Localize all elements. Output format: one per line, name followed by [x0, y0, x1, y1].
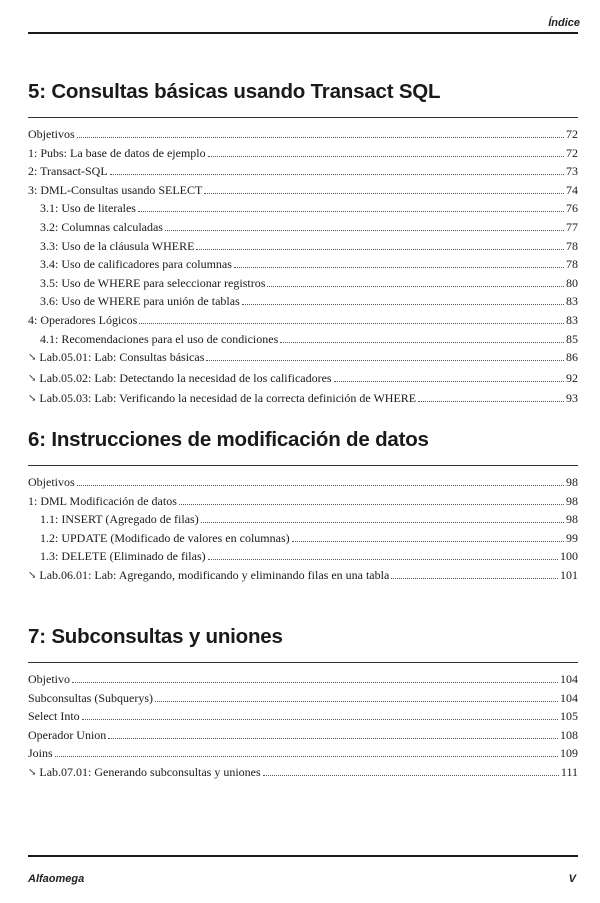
entry-page-number: 86: [566, 350, 578, 365]
toc-lab-entry: [28, 389, 578, 410]
entry-page-number: 80: [566, 275, 578, 290]
section-title: 5: Consultas básicas usando Transact SQL: [28, 80, 441, 103]
entry-page-number: 105: [560, 709, 578, 724]
entry-page-number: 109: [560, 746, 578, 761]
section-title: 6: Instrucciones de modificación de datos: [28, 428, 429, 451]
dot-leader: [418, 401, 564, 402]
toc-entry: [28, 237, 578, 256]
toc-lab-entry: [28, 348, 578, 369]
dot-leader: [242, 304, 564, 305]
entry-page-number: 83: [566, 294, 578, 309]
entry-page-number: 101: [560, 567, 578, 582]
entry-title: 1.2: UPDATE (Modificado de valores en columnas): [40, 530, 290, 545]
dot-leader: [179, 504, 564, 505]
dot-leader: [55, 756, 558, 757]
toc-entry: [28, 125, 578, 144]
section-title: 7: Subconsultas y uniones: [28, 625, 283, 648]
entry-page-number: 104: [560, 672, 578, 686]
toc-entry: [28, 330, 578, 349]
entry-page-number: 98: [566, 493, 578, 508]
entry-title: 1.3: DELETE (Eliminado de filas): [40, 549, 206, 564]
toc-section: [28, 428, 578, 587]
entry-title: 1.1: INSERT (Agregado de filas): [40, 512, 199, 527]
lab-arrow-icon: ↘: [28, 352, 37, 364]
entry-page-number: 99: [566, 530, 578, 545]
entry-page-number: 98: [566, 475, 578, 489]
entry-title: 3.4: Uso de calificadores para columnas: [40, 257, 232, 272]
entry-page-number: 77: [566, 219, 578, 234]
toc-section: [28, 80, 578, 410]
running-header: Índice: [548, 17, 580, 29]
entry-title: 3.1: Uso de literales: [40, 201, 136, 216]
toc-entry: [28, 492, 578, 511]
entry-title: Lab.06.01: Lab: Agregando, modificando y eliminando filas en una tabla: [39, 567, 390, 582]
toc-entry: [28, 510, 578, 529]
toc-entry: [28, 689, 578, 708]
entry-title: 1: DML Modificación de datos: [28, 493, 177, 508]
dot-leader: [391, 578, 558, 579]
dot-leader: [208, 559, 558, 560]
lab-arrow-icon: ↘: [28, 766, 37, 778]
toc-entry: [28, 670, 578, 689]
lab-arrow-icon: ↘: [28, 372, 37, 384]
dot-leader: [292, 541, 564, 542]
entry-page-number: 83: [566, 312, 578, 327]
entry-page-number: 98: [566, 512, 578, 527]
toc-entry: [28, 144, 578, 163]
entry-title: 3.2: Columnas calculadas: [40, 219, 163, 234]
entry-page-number: 111: [560, 764, 578, 779]
dot-leader: [165, 230, 564, 231]
entry-page-number: 78: [566, 257, 578, 272]
entry-page-number: 72: [566, 127, 578, 141]
lab-arrow-icon: ↘: [28, 393, 37, 405]
toc-section: [28, 625, 578, 784]
dot-leader: [206, 360, 564, 361]
toc-entry: [28, 292, 578, 311]
lab-arrow-icon: ↘: [28, 569, 37, 581]
toc-lab-entry: [28, 566, 578, 587]
entry-page-number: 108: [560, 727, 578, 742]
section-rule: [28, 117, 578, 118]
dot-leader: [334, 381, 564, 382]
entry-page-number: 72: [566, 145, 578, 160]
dot-leader: [155, 701, 558, 702]
entry-title: Subconsultas (Subquerys): [28, 690, 153, 705]
toc-entry: [28, 547, 578, 566]
toc-entry: [28, 311, 578, 330]
dot-leader: [196, 249, 564, 250]
entry-page-number: 78: [566, 238, 578, 253]
entry-page-number: 100: [560, 549, 578, 564]
entry-title: 1: Pubs: La base de datos de ejemplo: [28, 145, 206, 160]
dot-leader: [204, 193, 564, 194]
section-rule: [28, 465, 578, 466]
dot-leader: [82, 719, 558, 720]
dot-leader: [77, 485, 564, 486]
entry-title: 3.6: Uso de WHERE para unión de tablas: [40, 294, 240, 309]
dot-leader: [72, 682, 558, 683]
dot-leader: [139, 323, 564, 324]
dot-leader: [280, 342, 564, 343]
dot-leader: [234, 267, 564, 268]
entry-title: 3.3: Uso de la cláusula WHERE: [40, 238, 195, 253]
entry-title: Lab.05.01: Lab: Consultas básicas: [39, 350, 205, 365]
toc-entry: [28, 274, 578, 293]
entry-page-number: 93: [566, 391, 578, 406]
page-number: V: [568, 873, 576, 885]
publisher-name: Alfaomega: [28, 873, 85, 885]
toc-lab-entry: [28, 763, 578, 784]
entry-title: Objetivos: [28, 127, 75, 141]
toc-entry: [28, 707, 578, 726]
toc-entry: [28, 529, 578, 548]
entry-title: Objetivos: [28, 475, 75, 489]
toc-entry: [28, 199, 578, 218]
entry-page-number: 104: [560, 690, 578, 705]
entry-page-number: 73: [566, 164, 578, 179]
dot-leader: [201, 522, 564, 523]
toc-lab-entry: [28, 369, 578, 390]
entry-title: Select Into: [28, 709, 80, 724]
entry-title: 4: Operadores Lógicos: [28, 312, 138, 327]
entry-title: Joins: [28, 746, 53, 761]
dot-leader: [77, 137, 564, 138]
entry-title: 3: DML-Consultas usando SELECT: [28, 182, 203, 197]
entry-title: 2: Transact-SQL: [28, 164, 108, 179]
entry-list: [28, 670, 578, 784]
dot-leader: [108, 738, 558, 739]
entry-page-number: 92: [566, 370, 578, 385]
toc-entry: [28, 744, 578, 763]
entry-title: 4.1: Recomendaciones para el uso de condiciones: [40, 331, 279, 346]
dot-leader: [138, 211, 564, 212]
toc-entry: [28, 162, 578, 181]
toc-entry: [28, 218, 578, 237]
entry-page-number: 76: [566, 201, 578, 216]
entry-title: Operador Union: [28, 727, 107, 742]
entry-page-number: 74: [566, 182, 578, 197]
toc-entry: [28, 726, 578, 745]
dot-leader: [263, 775, 559, 776]
entry-page-number: 85: [566, 331, 578, 346]
entry-title: Lab.05.03: Lab: Verificando la necesidad de la correcta definición de WHERE: [39, 391, 417, 406]
entry-list: [28, 473, 578, 587]
dot-leader: [267, 286, 564, 287]
footer-rule: [28, 855, 578, 857]
dot-leader: [110, 174, 564, 175]
toc-entry: [28, 255, 578, 274]
section-rule: [28, 662, 578, 663]
toc-entry: [28, 473, 578, 492]
entry-title: Objetivo: [28, 672, 70, 686]
toc-entry: [28, 181, 578, 200]
entry-title: 3.5: Uso de WHERE para seleccionar registros: [40, 275, 266, 290]
entry-list: [28, 125, 578, 410]
header-rule: [28, 32, 578, 34]
entry-title: Lab.05.02: Lab: Detectando la necesidad de los calificadores: [39, 370, 332, 385]
dot-leader: [208, 156, 564, 157]
entry-title: Lab.07.01: Generando subconsultas y uniones: [39, 764, 261, 779]
